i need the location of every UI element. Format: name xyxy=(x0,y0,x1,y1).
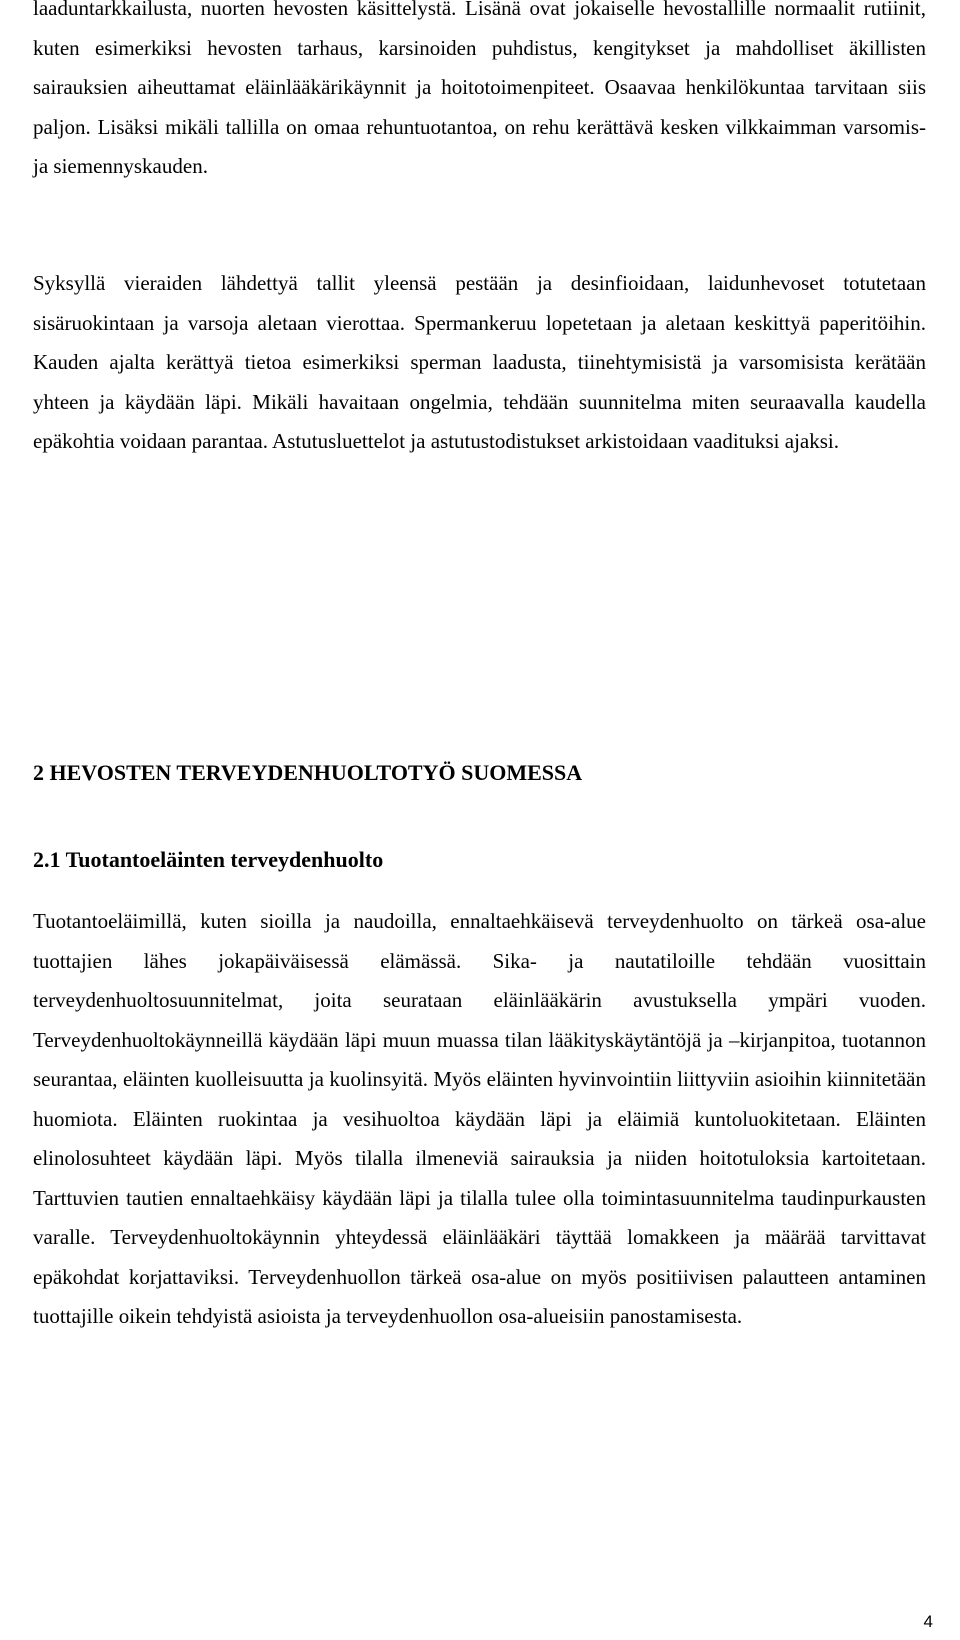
section-heading: 2.1 Tuotantoeläinten terveydenhuolto xyxy=(33,847,384,872)
intro-paragraph: laaduntarkkailusta, nuorten hevosten käsittelystä. Lisänä ovat jokaiselle hevostallille normaalit rutiinit, kuten esimerkiksi hevosten tarhaus, karsinoiden puhdistus, kengitykset ja mahdolliset äkillisten sairauksien aiheuttamat eläinlääkärikäynnit ja hoitotoimenpiteet. Osaavaa henkilökuntaa tarvitaan siis paljon. Lisäksi mikäli tallilla on omaa rehuntuotantoa, on rehu kerättävä kesken vilkkaimman varsomis- ja siemennyskauden. xyxy=(33,0,926,178)
chapter-heading: 2 HEVOSTEN TERVEYDENHUOLTOTYÖ SUOMESSA xyxy=(33,760,583,785)
health-care-paragraph: Tuotantoeläimillä, kuten sioilla ja naudoilla, ennaltaehkäisevä terveydenhuolto on tärkeä osa-alue tuottajien lähes jokapäiväisessä elämässä. Sika- ja nautatiloille tehdään vuosittain terveydenhuoltosuunnitelmat, joita seurataan eläinlääkärin avustuksella ympäri vuoden. Terveydenhuoltokäynneillä käydään läpi muun muassa tilan lääkityskäytäntöjä ja –kirjanpitoa, tuotannon seurantaa, eläinten kuolleisuutta ja kuolinsyitä. Myös eläinten hyvinvointiin liittyviin asioihin kiinnitetään huomiota. Eläinten ruokintaa ja vesihuoltoa käydään läpi ja eläimiä kuntoluokitetaan. Eläinten elinolosuhteet käydään läpi. Myös tilalla ilmeneviä sairauksia ja niiden hoitotuloksia kartoitetaan. Tarttuvien tautien ennaltaehkäisy käydään läpi ja tilalla tulee olla toimintasuunnitelma taudinpurkausten varalle. Terveydenhuoltokäynnin yhteydessä eläinlääkäri täyttää lomakkeen ja määrää tarvittavat epäkohdat korjattaviksi. Terveydenhuollon tärkeä osa-alue on myös positiivisen palautteen antaminen tuottajille oikein tehdyistä asioista ja terveydenhuollon osa-alueisiin panostamisesta. xyxy=(33,909,926,1328)
autumn-paragraph: Syksyllä vieraiden lähdettyä tallit yleensä pestään ja desinfioidaan, laidunhevoset totutetaan sisäruokintaan ja varsoja aletaan vierottaa. Spermankeruu lopetetaan ja aletaan keskittyä paperitöihin. Kauden ajalta kerättyä tietoa esimerkiksi sperman laadusta, tiinehtymisistä ja varsomisista kerätään yhteen ja käydään läpi. Mikäli havaitaan ongelmia, tehdään suunnitelma miten seuraavalla kaudella epäkohtia voidaan parantaa. Astutusluettelot ja astutustodistukset arkistoidaan vaadituksi ajaksi. xyxy=(33,271,926,453)
page-number: 4 xyxy=(923,1612,933,1631)
